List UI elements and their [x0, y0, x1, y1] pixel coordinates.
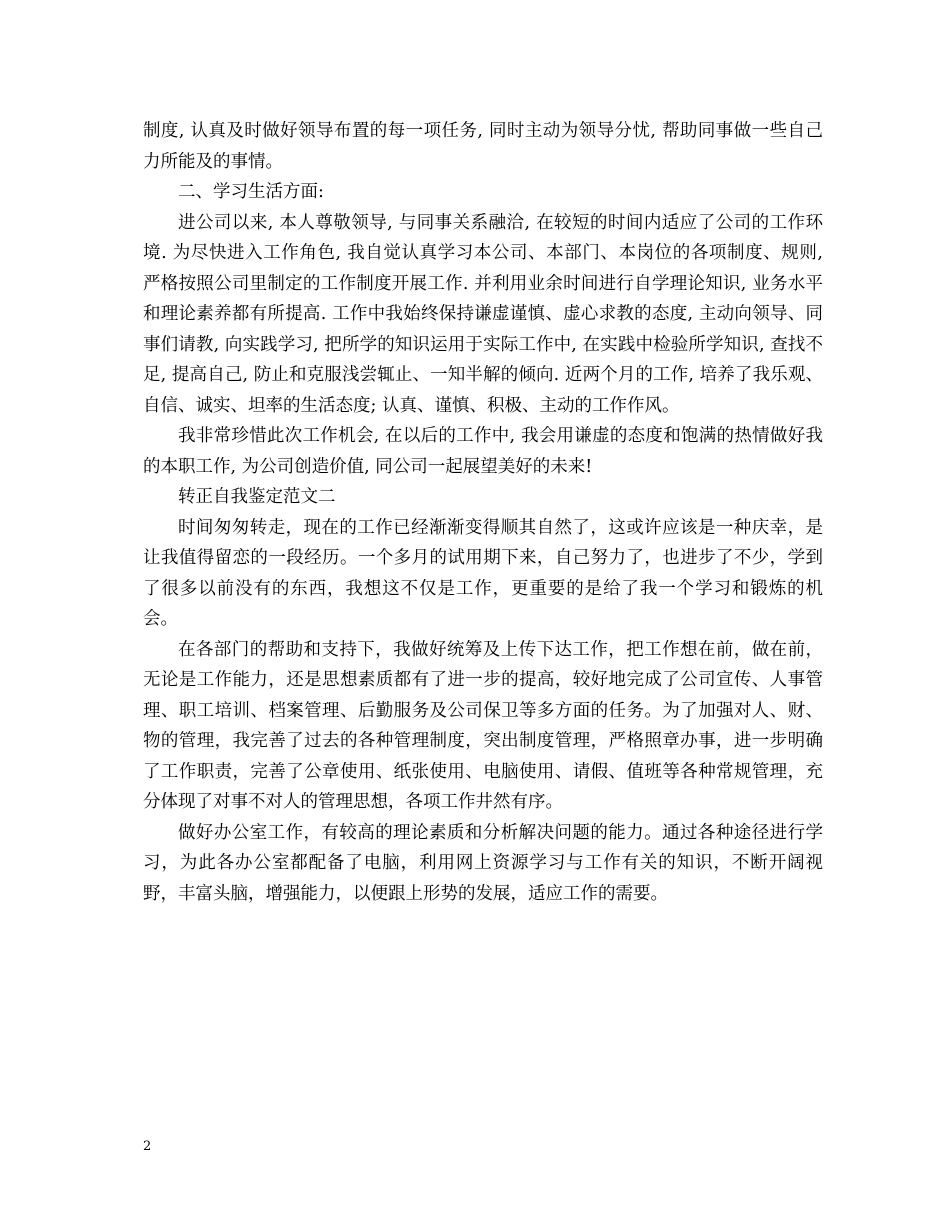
paragraph-closing: 我非常珍惜此次工作机会, 在以后的工作中, 我会用谦虚的态度和饱满的热情做好我的本职工作, 为公司创造价值, 同公司一起展望美好的未来!: [143, 426, 823, 477]
paragraph-time-passes: 时间匆匆转走，现在的工作已经渐渐变得顺其自然了，这或许应该是一种庆幸，是让我值得留恋的一段经历。一个多月的试用期下来，自己努力了，也进步了不少，学到了很多以前没有的东西，我想这不仅是工作，更重要的是给了我一个学习和锻炼的机会。: [143, 517, 823, 629]
document-body: [143, 116, 823, 909]
section-heading-sample-two: 转正自我鉴定范文二: [178, 487, 336, 507]
section-heading-study-life: 二、学习生活方面:: [178, 182, 324, 202]
paragraph-study-life: 进公司以来, 本人尊敬领导, 与同事关系融洽, 在较短的时间内适应了公司的工作环境. 为尽快进入工作角色, 我自觉认真学习本公司、本部门、本岗位的各项制度、规则, 严格按照公司里制定的工作制度开展工作. 并利用业余时间进行自学理论知识, 业务水平和理论素养都有所提高. 工作中我始终保持谦虚谨慎、虚心求教的态度, 主动向领导、同事们请教, 向实践学习, 把所学的知识运用于实际工作中, 在实践中检验所学知识, 查找不足, 提高自己, 防止和克服浅尝辄止、一知半解的倾向. 近两个月的工作, 培养了我乐观、自信、诚实、坦率的生活态度; 认真、谨慎、积极、主动的工作作风。: [143, 212, 823, 416]
paragraph-departments-support: 在各部门的帮助和支持下，我做好统筹及上传下达工作，把工作想在前，做在前，无论是工作能力，还是思想素质都有了进一步的提高，较好地完成了公司宣传、人事管理、职工培训、档案管理、后勤服务及公司保卫等多方面的任务。为了加强对人、财、物的管理，我完善了过去的各种管理制度，突出制度管理，严格照章办事，进一步明确了工作职责，完善了公章使用、纸张使用、电脑使用、请假、值班等各种常规管理，充分体现了对事不对人的管理思想，各项工作井然有序。: [143, 639, 823, 812]
paragraph-office-work: 做好办公室工作，有较高的理论素质和分析解决问题的能力。通过各种途径进行学习，为此各办公室都配备了电脑，利用网上资源学习与工作有关的知识，不断开阔视野，丰富头脑，增强能力，以便跟上形势的发展，适应工作的需要。: [143, 822, 823, 904]
page-number: 2: [143, 1139, 152, 1154]
paragraph-continuation: 制度, 认真及时做好领导布置的每一项任务, 同时主动为领导分忧, 帮助同事做一些自己力所能及的事情。: [143, 121, 823, 172]
